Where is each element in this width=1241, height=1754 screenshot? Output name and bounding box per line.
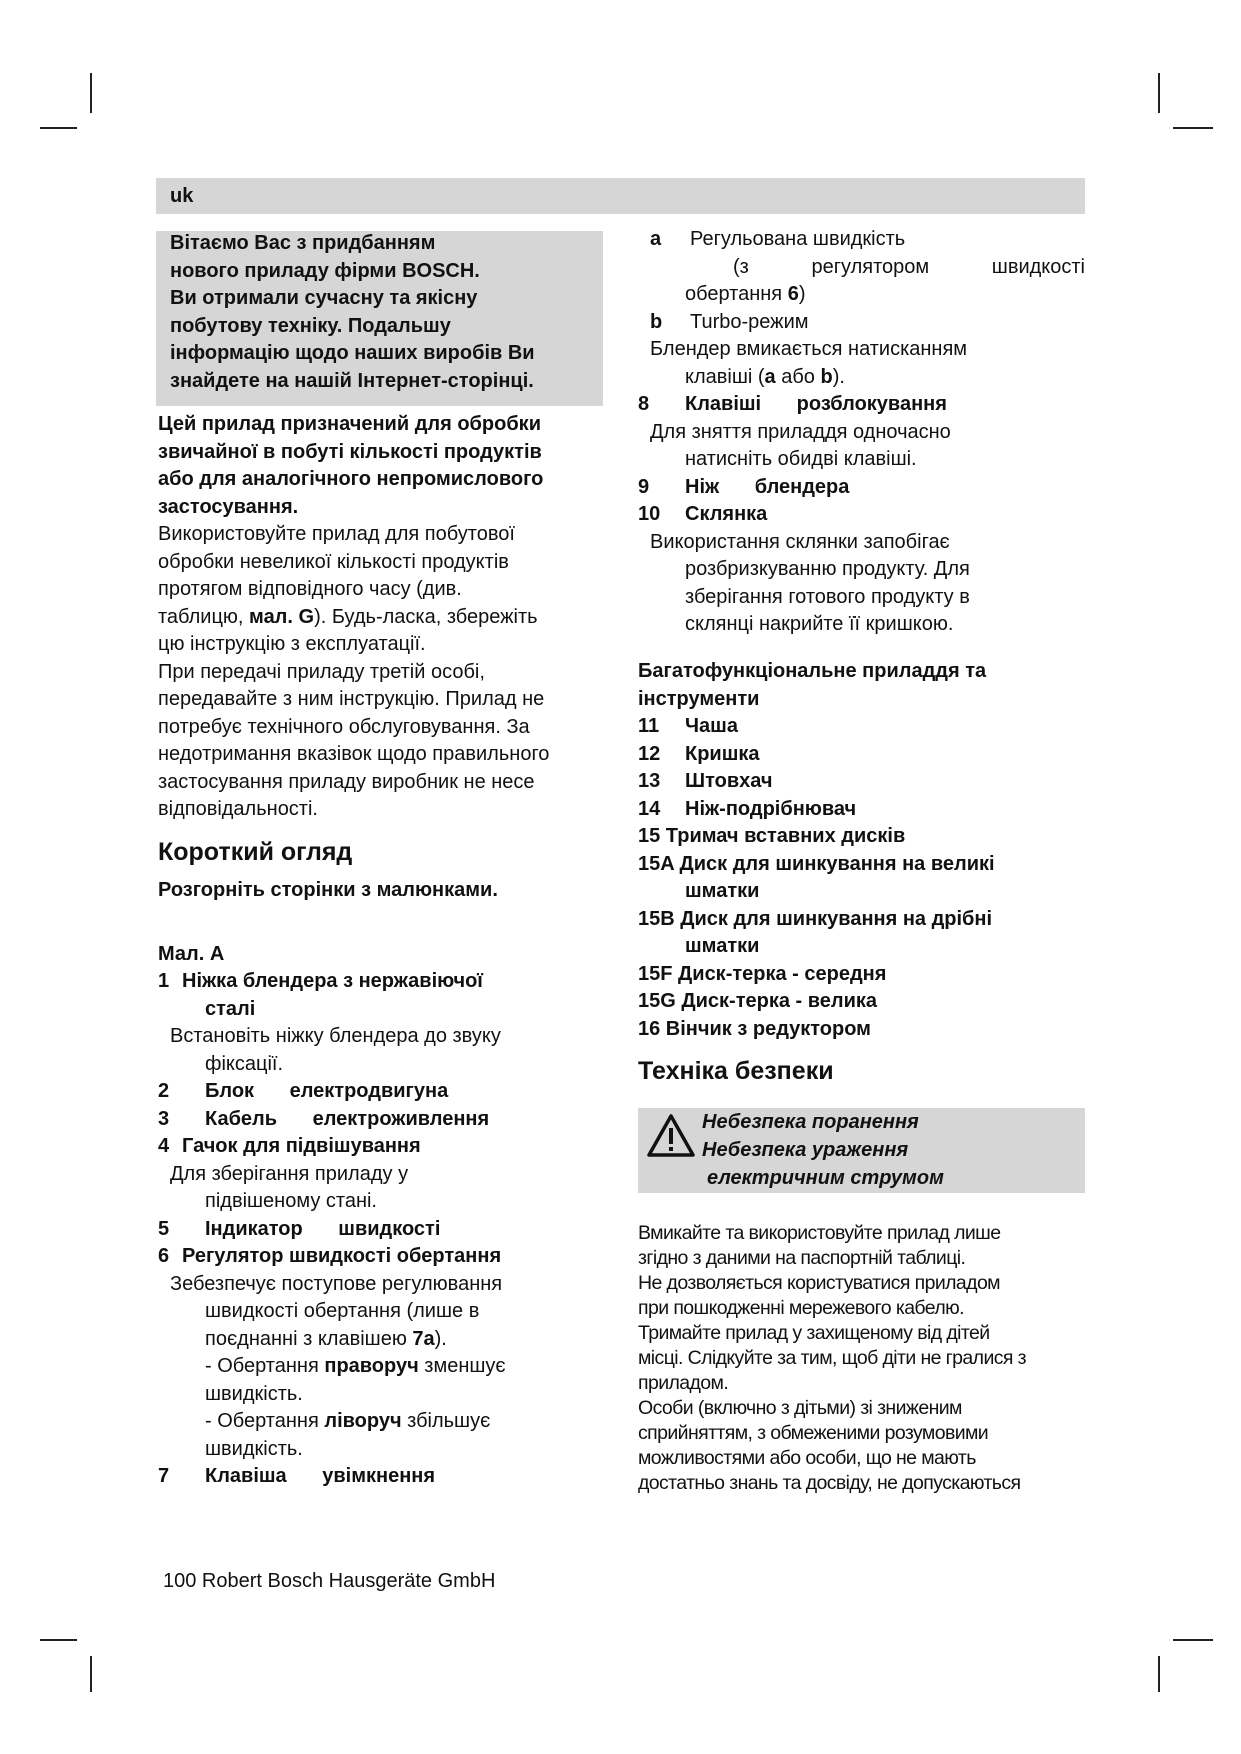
bold-text: мал. G	[249, 605, 315, 628]
crop-mark	[1158, 1656, 1160, 1692]
bold-text: b	[820, 365, 833, 388]
list-item	[158, 1133, 610, 1161]
line-text	[158, 606, 538, 628]
text: клавіші (	[685, 365, 765, 388]
text-line	[638, 1346, 1085, 1371]
item-number: 6	[158, 1245, 170, 1267]
list-item	[158, 968, 610, 996]
item-number: 10	[638, 503, 661, 525]
text-line	[170, 258, 535, 286]
warning-electric-shock-cont: електричним струмом	[707, 1167, 944, 1189]
text-line	[638, 686, 1085, 714]
line-text: Для зняття приладдя одночасно	[650, 420, 951, 443]
item-number: 3	[158, 1107, 170, 1130]
list-item	[638, 768, 1085, 796]
line-text: відповідальності.	[158, 798, 318, 820]
line-text: Особи (включно з дітьми) зі зниженим	[638, 1397, 962, 1419]
warning-electric-shock: Небезпека ураження	[702, 1139, 909, 1161]
line-text: Зебезпечує поступове регулювання	[170, 1272, 503, 1295]
text-line	[638, 878, 1085, 906]
text-line	[638, 988, 1085, 1016]
line-text: Блок електродвигуна	[205, 1080, 449, 1102]
line-text: Індикатор швидкості	[205, 1217, 441, 1240]
line-text: передавайте з ним інструкцію. Прилад не	[158, 688, 545, 710]
crop-mark	[40, 127, 77, 129]
list-item	[158, 1216, 610, 1244]
bold-text: ліворуч	[324, 1410, 402, 1432]
line-text: звичайної в побуті кількості продуктів	[158, 440, 542, 463]
item-number: a	[650, 228, 662, 250]
list-item	[158, 1078, 610, 1106]
item-number: 1	[158, 970, 170, 992]
line-text: сталі	[205, 997, 256, 1020]
crop-mark	[40, 1639, 77, 1641]
text-line	[638, 1296, 1085, 1321]
line-text: Не дозволяється користуватися приладом	[638, 1272, 1000, 1294]
line-text: можливостями або особи, що не мають	[638, 1447, 976, 1469]
line-text: 15A Диск для шинкування на великі	[638, 852, 995, 875]
text-line	[158, 1298, 610, 1326]
text-line	[158, 631, 610, 659]
line-text: потребує технічного обслуговування. За	[158, 715, 530, 738]
warning-box	[638, 1108, 1085, 1193]
line-text: шматки	[685, 880, 760, 902]
text-line	[638, 364, 1085, 392]
line-text	[685, 364, 845, 392]
line-text: зберігання готового продукту в	[685, 585, 970, 608]
safety-text	[638, 1221, 1085, 1496]
line-text: Тримайте прилад у захищеному від дітей	[638, 1322, 990, 1344]
text-line	[638, 254, 1085, 282]
line-text: підвішеному стані.	[205, 1190, 377, 1212]
line-text	[205, 1408, 490, 1436]
text-line	[638, 584, 1085, 612]
list-item	[638, 501, 1085, 529]
line-text: Вмикайте та використовуйте прилад лише	[638, 1222, 1001, 1244]
warning-triangle-icon	[646, 1113, 696, 1159]
line-text: Блендер вмикається натисканням	[650, 338, 968, 360]
line-text: швидкість.	[205, 1382, 303, 1405]
text-line	[638, 961, 1085, 989]
figure-label: Мал. A	[158, 942, 225, 965]
unfold-note: Розгорніть сторінки з малюнками.	[158, 879, 498, 901]
line-text: при пошкодженні мережевого кабелю.	[638, 1297, 965, 1319]
text: - Обертання	[205, 1355, 325, 1377]
text: збільшує	[401, 1410, 491, 1432]
item-number: 14	[638, 797, 661, 820]
text-line	[638, 1271, 1085, 1296]
line-text: Ніж блендера	[685, 475, 850, 498]
text-line	[158, 576, 610, 604]
list-item	[638, 391, 1085, 419]
text-line	[638, 1421, 1085, 1446]
line-text: побутову техніку. Подальшу	[170, 314, 451, 337]
line-text: недотримання вказівок щодо правильного	[158, 743, 550, 765]
text-line	[638, 1221, 1085, 1246]
text-line	[638, 1396, 1085, 1421]
line-text	[685, 281, 806, 309]
line-text: Багатофункціональне приладдя та	[638, 660, 987, 682]
line-text: цю інструкцію з експлуатації.	[158, 633, 426, 655]
line-text: згідно з даними на паспортній таблиці.	[638, 1247, 966, 1269]
text: ).	[434, 1327, 447, 1350]
line-text	[205, 1353, 506, 1381]
line-text: приладом.	[638, 1372, 729, 1394]
bold-text: праворуч	[324, 1355, 419, 1377]
language-tag: uk	[170, 185, 194, 207]
item-number: 4	[158, 1135, 170, 1157]
line-text: Ви отримали сучасну та якісну	[170, 287, 478, 309]
line-text: застосування.	[158, 495, 299, 518]
text-line	[158, 741, 610, 769]
text-line	[170, 340, 535, 368]
text: ). Будь-ласка, збережіть	[314, 605, 538, 628]
item-number: 8	[638, 393, 650, 415]
text: таблицю,	[158, 605, 250, 628]
text-line	[638, 658, 1085, 686]
line-text: 15F Диск-терка - середня	[638, 962, 887, 985]
crop-mark	[1173, 127, 1213, 129]
line-text: натисніть обидві клавіші.	[685, 448, 917, 470]
bold-text: 6	[787, 283, 799, 305]
line-text: 16 Вінчик з редуктором	[638, 1017, 871, 1040]
text-line	[158, 659, 610, 687]
text-line	[158, 549, 610, 577]
accessories-list	[638, 658, 1085, 1043]
text: ).	[832, 365, 845, 388]
line-text: Ніж-подрібнювач	[685, 797, 857, 820]
item-number: 11	[638, 715, 660, 737]
line-text: склянці накрийте її кришкою.	[685, 613, 954, 635]
line-text: місці. Слідкуйте за тим, щоб діти не гралися з	[638, 1347, 1027, 1369]
text-line	[158, 1326, 610, 1354]
text: )	[798, 283, 806, 305]
text-line	[638, 611, 1085, 639]
text-line	[170, 285, 535, 313]
line-text: Цей прилад призначений для обробки	[158, 413, 541, 435]
text-line	[638, 336, 1085, 364]
bold-text: 7а	[412, 1327, 435, 1350]
list-item	[158, 1463, 610, 1491]
line-text: Для зберігання приладу у	[170, 1162, 409, 1185]
line-text	[205, 1326, 447, 1354]
text-line	[158, 996, 610, 1024]
text-line	[158, 1381, 610, 1409]
item-number: 5	[158, 1217, 170, 1240]
line-text: Ніжка блендера з нержавіючої	[182, 970, 483, 992]
line-text: Встановіть ніжку блендера до звуку	[170, 1025, 501, 1047]
item-number: 9	[638, 475, 650, 498]
text-line	[158, 1271, 610, 1299]
line-text: інформацію щодо наших виробів Ви	[170, 342, 535, 364]
line-text: При передачі приладу третій особі,	[158, 660, 485, 683]
line-text: застосування приладу виробник не несе	[158, 770, 535, 793]
list-item	[158, 1243, 610, 1271]
text-line	[170, 230, 535, 258]
text-line	[158, 1353, 610, 1381]
line-text: 15G Диск-терка - велика	[638, 990, 878, 1012]
line-text: знайдете на нашій Інтернет-сторінці.	[170, 369, 534, 392]
text: - Обертання	[205, 1410, 325, 1432]
item-number: 7	[158, 1465, 170, 1487]
line-text: Turbo-режим	[690, 310, 809, 333]
line-text: 15B Диск для шинкування на дрібні	[638, 907, 993, 930]
line-text: Чаша	[685, 715, 738, 737]
line-text: Використання склянки запобігає	[650, 530, 950, 553]
text-line	[638, 1446, 1085, 1471]
line-text: Регулятор швидкості обертання	[182, 1245, 502, 1267]
crop-mark	[90, 1656, 92, 1692]
text-line	[638, 906, 1085, 934]
text-line	[638, 1371, 1085, 1396]
line-text: Склянка	[685, 503, 768, 525]
text-line	[638, 823, 1085, 851]
text-line	[158, 411, 610, 439]
text-line	[638, 281, 1085, 309]
line-text: швидкість.	[205, 1437, 303, 1460]
text-line	[158, 494, 610, 522]
list-item	[638, 741, 1085, 769]
line-text: швидкості обертання (лише в	[205, 1300, 480, 1322]
text-line	[638, 1321, 1085, 1346]
line-text: достатньо знань та досвіду, не допускаються	[638, 1472, 1021, 1494]
text-line	[158, 466, 610, 494]
text-line	[158, 1188, 610, 1216]
line-text: шматки	[685, 935, 760, 957]
text-line	[638, 1016, 1085, 1044]
crop-mark	[1173, 1639, 1213, 1641]
text-line	[158, 1161, 610, 1189]
list-item	[638, 309, 1085, 337]
text-line	[638, 446, 1085, 474]
warning-injury: Небезпека поранення	[702, 1111, 919, 1133]
intro-box-text	[170, 230, 535, 395]
parts-list-left	[158, 968, 610, 1491]
item-number: 13	[638, 770, 661, 792]
parts-list-right	[638, 226, 1085, 639]
text-line	[638, 1471, 1085, 1496]
crop-mark	[1158, 73, 1160, 113]
line-text: розбризкуванню продукту. Для	[685, 558, 970, 580]
line-text: Кабель електроживлення	[205, 1107, 490, 1130]
text-line	[638, 556, 1085, 584]
line-text: Штовхач	[685, 770, 773, 792]
line-text: Використовуйте прилад для побутової	[158, 523, 515, 545]
text-line	[638, 1246, 1085, 1271]
list-item	[638, 474, 1085, 502]
list-item	[638, 226, 1085, 254]
line-text: сприйняттям, з обмеженими розумовими	[638, 1422, 989, 1444]
bold-text: a	[764, 365, 776, 388]
safety-heading: Техніка безпеки	[638, 1057, 834, 1085]
text-line	[158, 796, 610, 824]
text-line	[158, 769, 610, 797]
page-footer: 100 Robert Bosch Hausgeräte GmbH	[163, 1570, 496, 1592]
line-text: (з регулятором швидкості	[733, 255, 1085, 278]
text-line	[158, 439, 610, 467]
line-text: Гачок для підвішування	[182, 1135, 421, 1157]
line-text: або для аналогічного непромислового	[158, 468, 544, 490]
line-text: Регульована швидкість	[690, 228, 906, 250]
text-line	[158, 1023, 610, 1051]
text-line	[158, 1436, 610, 1464]
line-text: інструменти	[638, 687, 760, 710]
item-number: 12	[638, 742, 661, 765]
language-header-bar	[156, 178, 1085, 214]
line-text: протягом відповідного часу (див.	[158, 578, 462, 600]
line-text: Клавіша увімкнення	[205, 1465, 436, 1487]
text-line	[158, 686, 610, 714]
overview-heading: Короткий огляд	[158, 838, 353, 866]
line-text: фіксації.	[205, 1052, 284, 1075]
text-line	[170, 313, 535, 341]
line-text: Вітаємо Вас з придбанням	[170, 232, 436, 254]
text: поєднанні з клавішею	[205, 1327, 413, 1350]
text-line	[638, 933, 1085, 961]
text-line	[638, 419, 1085, 447]
text-line	[158, 604, 610, 632]
line-text: обробки невеликої кількості продуктів	[158, 550, 509, 573]
text-line	[158, 1051, 610, 1079]
line-text: Клавіші розблокування	[685, 393, 947, 415]
crop-mark	[90, 73, 92, 113]
text-line	[158, 1408, 610, 1436]
item-number: 2	[158, 1080, 170, 1102]
list-item	[638, 796, 1085, 824]
text-line	[638, 851, 1085, 879]
intended-use-section	[158, 411, 610, 824]
line-text: 15 Тримач вставних дисків	[638, 825, 906, 847]
text: зменшує	[418, 1355, 506, 1377]
list-item	[158, 1106, 610, 1134]
list-item	[638, 713, 1085, 741]
text-line	[158, 521, 610, 549]
text-line	[170, 368, 535, 396]
item-number: b	[650, 310, 663, 333]
text-line	[638, 529, 1085, 557]
text: або	[775, 365, 821, 388]
text-line	[158, 714, 610, 742]
line-text: Кришка	[685, 742, 760, 765]
line-text: нового приладу фірми BOSCH.	[170, 259, 480, 282]
text: обертання	[685, 283, 788, 305]
